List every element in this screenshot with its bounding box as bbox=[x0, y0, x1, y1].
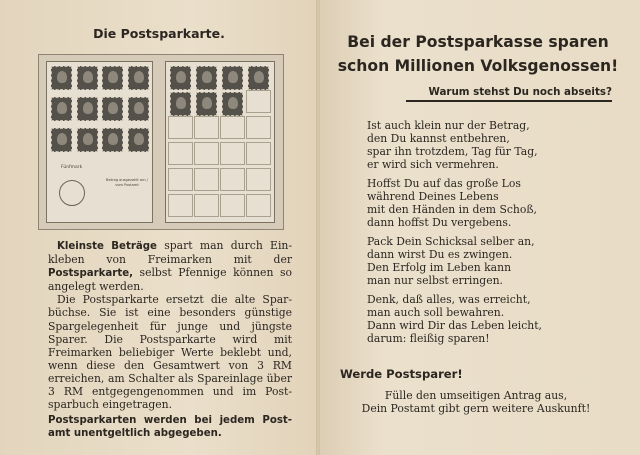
stamp-cell bbox=[194, 116, 219, 139]
right-title bbox=[330, 30, 626, 78]
poem-line: Ist auch klein nur der Betrag, bbox=[367, 119, 530, 132]
poem-line: den Du kannst entbehren, bbox=[367, 132, 510, 145]
stamp bbox=[222, 92, 243, 116]
stamp bbox=[248, 66, 269, 90]
paragraph-2: Die Postsparkarte ersetzt die alte Sparbüchse. Sie ist eine besonders günstige Spargelegenheit für junge und jüngste Sparer. Die Postsparkarte wird mit Freimarken beliebiger Werte beklebt und, wenn diese den Gesamtwert von 3 RM erreichen, am Schalter als Spareinlage über 3 RM entgegengenommen und im Postsparbuch eingetragen. bbox=[48, 293, 292, 412]
stamp-cell bbox=[194, 194, 219, 217]
page-fold bbox=[316, 0, 320, 455]
stamp-cell bbox=[194, 168, 219, 191]
p1-text1: spart man durch Einkleben von Freimarken mit der bbox=[48, 239, 293, 267]
poem-stanza bbox=[367, 235, 617, 287]
paragraph-1 bbox=[48, 239, 292, 293]
poem bbox=[367, 119, 617, 351]
stamp bbox=[128, 66, 149, 90]
closing-line: Dein Postamt gibt gern weitere Auskunft! bbox=[361, 402, 591, 415]
title-line-2: schon Millionen Volksgenossen! bbox=[337, 57, 619, 75]
stamp-cell bbox=[246, 194, 271, 217]
stamp bbox=[102, 66, 123, 90]
poem-line: darum: fleißig sparen! bbox=[367, 332, 490, 345]
stamp bbox=[51, 66, 72, 90]
poem-line: Pack Dein Schicksal selber an, bbox=[367, 235, 535, 248]
stamp-cell bbox=[168, 194, 193, 217]
stamp bbox=[77, 66, 98, 90]
poem-line: Dann wird Dir das Leben leicht, bbox=[367, 319, 542, 332]
card-left-half bbox=[46, 61, 153, 223]
card-label: Fünfmark bbox=[61, 165, 83, 170]
stamp bbox=[170, 66, 191, 90]
poem-line: mit den Händen in dem Schoß, bbox=[367, 203, 537, 216]
stamp-cell bbox=[220, 194, 245, 217]
poem-line: dann hoffst Du vergebens. bbox=[367, 216, 512, 229]
stamp-cell bbox=[194, 142, 219, 165]
paragraph-3: Postsparkarten werden bei jedem Postamt unentgeltlich abgegeben. bbox=[48, 415, 292, 440]
left-title: Die Postsparkarte. bbox=[93, 26, 225, 41]
subheading: Warum stehst Du noch abseits? bbox=[406, 86, 612, 102]
stamp bbox=[128, 128, 149, 152]
stamp bbox=[196, 66, 217, 90]
poem-line: spar ihn trotzdem, Tag für Tag, bbox=[367, 145, 538, 158]
stamp bbox=[196, 92, 217, 116]
poem-line: man auch soll bewahren. bbox=[367, 306, 505, 319]
stamp-cell bbox=[220, 116, 245, 139]
left-body-text bbox=[48, 239, 292, 440]
stamp-cell bbox=[246, 168, 271, 191]
stamp bbox=[77, 97, 98, 121]
p1-text2: selbst Pfennige können so angelegt werden. bbox=[48, 266, 292, 294]
stamp-cell bbox=[168, 142, 193, 165]
closing-line: Fülle den umseitigen Antrag aus, bbox=[384, 389, 568, 402]
postsparkarte-illustration bbox=[38, 54, 284, 230]
stamp-cell bbox=[246, 142, 271, 165]
stamp-cell bbox=[220, 168, 245, 191]
stamp bbox=[102, 97, 123, 121]
stamp bbox=[51, 128, 72, 152]
poem-stanza bbox=[367, 119, 617, 171]
stamp-cell bbox=[246, 90, 271, 113]
stamp bbox=[128, 97, 149, 121]
closing-text bbox=[348, 389, 604, 415]
stamp bbox=[170, 92, 191, 116]
stamp bbox=[51, 97, 72, 121]
p1-bold: Kleinste Beträge bbox=[57, 241, 157, 252]
poem-line: Hoffst Du auf das große Los bbox=[367, 177, 521, 190]
stamp-cell bbox=[246, 116, 271, 139]
stamp-cell bbox=[220, 142, 245, 165]
stamp bbox=[222, 66, 243, 90]
stamp-cell bbox=[168, 116, 193, 139]
p1-bold2: Postsparkarte, bbox=[48, 268, 133, 280]
postmark-circle bbox=[59, 180, 85, 206]
poem-stanza bbox=[367, 293, 617, 345]
stamp bbox=[77, 128, 98, 152]
poem-line: er wird sich vermehren. bbox=[367, 158, 499, 171]
werde-heading: Werde Postsparer! bbox=[340, 367, 463, 381]
card-right-half bbox=[165, 61, 275, 223]
card-note: Betrag ausgezahlt am / vom Postamt bbox=[105, 178, 148, 187]
poem-line: Denk, daß alles, was erreicht, bbox=[367, 293, 531, 306]
stamp bbox=[102, 128, 123, 152]
stamp-cell bbox=[168, 168, 193, 191]
poem-line: während Deines Lebens bbox=[367, 190, 499, 203]
poem-line: Den Erfolg im Leben kann bbox=[367, 261, 512, 274]
title-line-1: Bei der Postsparkasse sparen bbox=[347, 33, 609, 51]
poem-line: man nur selbst erringen. bbox=[367, 274, 503, 287]
poem-line: dann wirst Du es zwingen. bbox=[367, 248, 513, 261]
poem-stanza bbox=[367, 177, 617, 229]
